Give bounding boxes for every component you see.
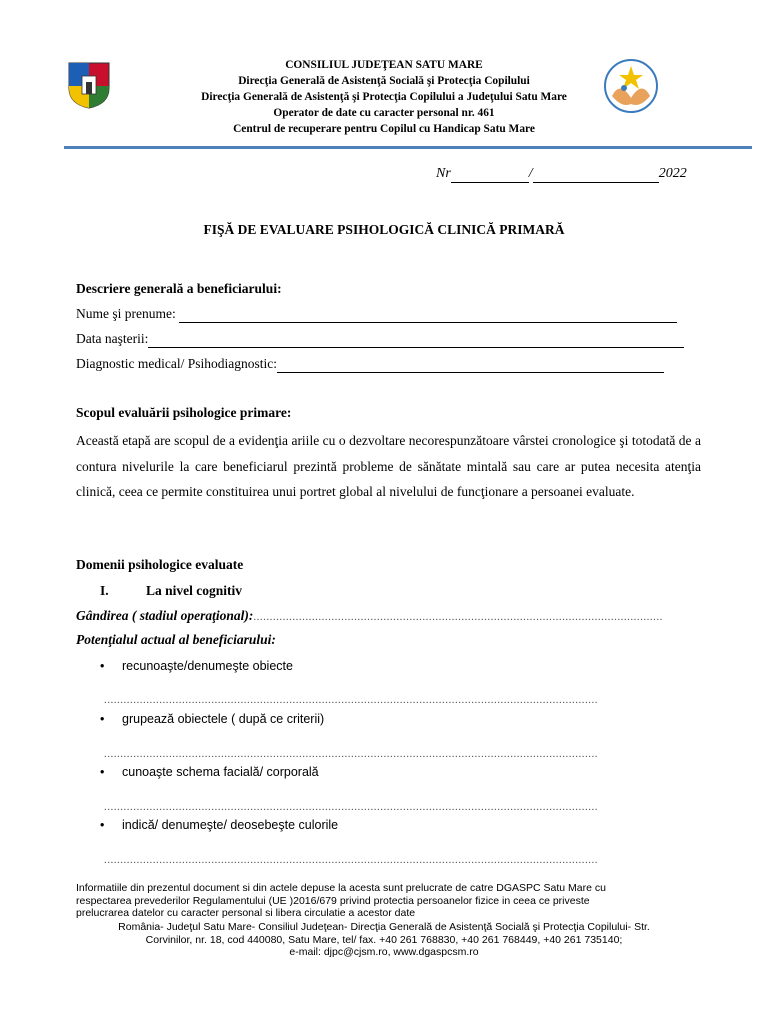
birth-row (76, 331, 684, 348)
bullet-answer-field[interactable]: ........................................................................................................................................................ (104, 694, 598, 706)
name-label: Nume şi prenume: (76, 306, 180, 321)
scope-heading: Scopul evaluării psihologice primare: (76, 405, 292, 420)
nr-separator: / (528, 166, 533, 181)
header-line-4: Operator de date cu caracter personal nr. 461 (273, 107, 495, 119)
birth-label: Data naşterii: (76, 331, 149, 346)
nr-number-field[interactable] (451, 166, 529, 183)
birth-field[interactable] (148, 331, 684, 348)
diagnosis-field[interactable] (277, 356, 664, 373)
list-item (100, 712, 324, 726)
bullet-answer-field[interactable]: ........................................................................................................................................................ (104, 854, 598, 866)
footer-privacy-line: respectarea prevederilor Regulamentului (UE )2016/679 privind protectia persoanelor fizice in ceea ce priveste (76, 894, 590, 907)
nr-year: 2022 (658, 166, 687, 181)
bullet-answer-field[interactable]: ........................................................................................................................................................ (104, 748, 598, 760)
bullet-icon: • (100, 765, 105, 779)
bullet-icon: • (100, 818, 105, 832)
footer-privacy (76, 882, 716, 920)
registration-number (436, 166, 687, 183)
thinking-row (76, 607, 702, 625)
domains-heading: Domenii psihologice evaluate (76, 557, 244, 572)
thinking-label: Gândirea ( stadiul operaţional): (76, 608, 254, 623)
header-line-2: Direcţia Generală de Asistenţă Socială şi Protecţia Copilului (238, 75, 530, 87)
bullet-answer-field[interactable]: ........................................................................................................................................................ (104, 801, 598, 813)
footer-address-line: Corvinilor, nr. 18, cod 440080, Satu Mare, tel/ fax. +40 261 768830, +40 261 768449, +40 261 735140; (145, 933, 623, 946)
bullet-text: recunoaşte/denumeşte obiecte (122, 659, 293, 673)
bullet-text: indică/ denumeşte/ deosebeşte culorile (122, 818, 339, 832)
header-line-1: CONSILIUL JUDEŢEAN SATU MARE (285, 59, 483, 71)
list-item (100, 818, 338, 832)
diagnosis-label: Diagnostic medical/ Psihodiagnostic: (76, 356, 277, 371)
scope-paragraph: Această etapă are scopul de a evidenţia ariile cu o dezvoltare necorespunzătoare vârstei cronologice şi totodată de a contura nivelurile la care beneficiarul prezintă probleme de sănătate mintală sau care ar putea necesita atenţia clinică, ceea ce permite constituirea unui portret global al nivelului de funcţionare a persoanei evaluate. (76, 433, 701, 499)
list-item (100, 765, 319, 779)
header-line-5: Centrul de recuperare pentru Copilul cu Handicap Satu Mare (233, 123, 535, 135)
bullet-text: grupează obiectele ( după ce criterii) (122, 712, 325, 726)
footer-address (0, 921, 768, 959)
thinking-field[interactable]: .............................................................................................................................. (253, 611, 663, 623)
footer-privacy-line: prelucrarea datelor cu caracter personal si libera circulatie a acestor date (76, 907, 416, 919)
section-number: I. (100, 583, 109, 598)
footer-privacy-line: Informatiile din prezentul document si din actele depuse la acesta sunt prelucrate de catre DGASPC Satu Mare cu (76, 882, 606, 894)
header-rule (64, 146, 752, 149)
section-title: La nivel cognitiv (146, 583, 243, 598)
header-line-3: Direcţia Generală de Asistenţă şi Protecţia Copilului a Judeţului Satu Mare (201, 91, 567, 103)
name-field[interactable] (179, 306, 677, 323)
name-row (76, 306, 677, 323)
bullet-icon: • (100, 712, 105, 726)
general-heading: Descriere generală a beneficiarului: (76, 281, 282, 296)
nr-date-field[interactable] (533, 166, 659, 183)
list-item (100, 659, 293, 673)
footer-address-line: România- Judeţul Satu Mare- Consiliul Judeţean- Direcţia Generală de Asistenţă Socială şi Protecţia Copilului- Str. (118, 921, 650, 933)
nr-prefix: Nr (436, 166, 451, 181)
bullet-text: cunoaşte schema facială/ corporală (122, 765, 319, 779)
bullet-icon: • (100, 659, 105, 673)
page-title: FIŞĂ DE EVALUARE PSIHOLOGICĂ CLINICĂ PRIMARĂ (203, 222, 565, 237)
potential-label: Potenţialul actual al beneficiarului: (76, 632, 276, 647)
footer-contact: e-mail: djpc@cjsm.ro, www.dgaspcsm.ro (289, 946, 479, 958)
diagnosis-row (76, 356, 664, 373)
